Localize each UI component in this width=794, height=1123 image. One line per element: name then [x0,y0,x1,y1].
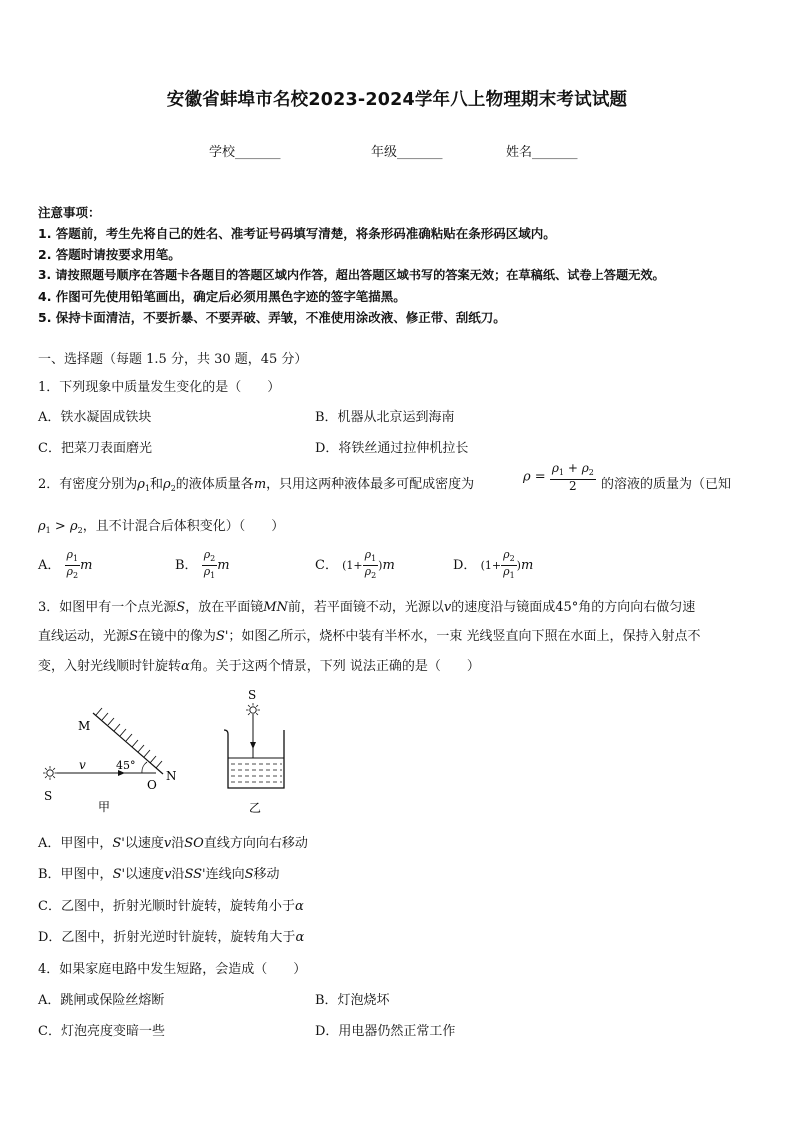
q2-condition: $\rho_1 > \rho_2$，且不计混合后体积变化）（ ） [38,519,285,535]
q3-option-d: D．乙图中，折射光逆时针旋转，旋转角大于α [38,930,305,945]
q3-stem-line2: 直线运动，光源S在镜中的像为S'；如图乙所示，烧杯中装有半杯水，一束 光线竖直向下照在水面上，保持入射点不 [38,629,701,644]
notice-item: 3. 请按照题号顺序在答题卡各题目的答题区域内作答，超出答题区域书写的答案无效；在草稿纸、试卷上答题无效。 [38,268,665,282]
q2-stem: 2．有密度分别为$\rho_1$和$\rho_2$的液体质量各m，只用这两种液体最多可配成密度为 [38,477,475,493]
q1-option-d: D．将铁丝通过拉伸机拉长 [315,441,469,456]
notice-item: 4. 作图可先使用铅笔画出，确定后必须用黑色字迹的签字笔描黑。 [38,289,406,304]
q2-density-formula: ρ = $\frac{\rho_1 + \rho_2}{2}$ [523,461,594,493]
q1-option-a: A．铁水凝固成铁块 [38,410,152,425]
notice-item: 2. 答题时请按要求用笔。 [38,247,181,262]
light-source-icon [246,703,260,715]
label-s2: S [248,688,257,702]
arrow-icon [250,742,256,749]
notice-item: 5. 保持卡面清洁，不要折暴、不要弄破、弄皱，不准使用涂改液、修正带、刮纸刀。 [38,310,506,325]
notice-heading: 注意事项： [38,205,101,220]
q3-stem-line3: 变，入射光线顺时针旋转α角。关于这两个情景，下列 说法正确的是（ ） [38,659,480,674]
q4-stem: 4．如果家庭电路中发生短路，会造成（ ） [38,962,307,977]
label-o: O [147,778,157,792]
q3-option-a: A．甲图中，S'以速度v沿SO直线方向向右移动 [38,836,308,851]
school-field: 学校_______ [209,145,281,160]
label-45deg: 45° [116,759,136,772]
grade-field: 年级_______ [371,145,443,160]
name-field: 姓名_______ [506,145,578,160]
q2-option-c: C． (1+ $\frac{\rho_1}{\rho_2}$ )m [315,548,395,580]
notice-item: 1. 答题前，考生先将自己的姓名、准考证号码填写清楚，将条形码准确粘贴在条形码区域内。 [38,226,556,241]
label-m: M [78,719,91,733]
label-v: v [79,758,86,772]
beaker [224,730,284,788]
q3-option-c: C．乙图中，折射光顺时针旋转，旋转角小于α [38,899,304,914]
q3-option-b: B．甲图中，S'以速度v沿SS'连线向S移动 [38,867,280,882]
q4-option-d: D．用电器仍然正常工作 [315,1024,456,1039]
section-heading: 一、选择题（每题 1.5 分，共 30 题，45 分） [38,352,308,367]
q4-option-c: C．灯泡亮度变暗一些 [38,1024,165,1039]
q4-option-b: B．灯泡烧坏 [315,993,390,1008]
q1-option-b: B．机器从北京运到海南 [315,410,455,425]
label-s: S [44,789,53,803]
q3-figures [30,684,330,818]
q2-stem-cont: 的溶液的质量为（已知 [601,477,732,492]
q2-option-b: B． $\frac{\rho_2}{\rho_1}$ m [175,548,230,580]
label-yi: 乙 [249,801,262,815]
angle-arc [142,762,147,773]
light-source-icon [43,766,57,780]
q2-option-d: D． (1+ $\frac{\rho_2}{\rho_1}$ )m [453,548,534,580]
q3-stem-line1: 3．如图甲有一个点光源S，放在平面镜MN前，若平面镜不动，光源以v的速度沿与镜面成45°角的方向向右做匀速 [38,600,696,615]
label-n: N [166,769,177,783]
page-title: 安徽省蚌埠市名校2023-2024学年八上物理期末考试试题 [166,90,628,110]
q1-option-c: C．把菜刀表面磨光 [38,441,152,456]
label-jia: 甲 [98,800,111,814]
q4-option-a: A．跳闸或保险丝熔断 [38,993,165,1008]
q1-stem: 1．下列现象中质量发生变化的是（ ） [38,380,281,395]
q2-option-a: A． $\frac{\rho_1}{\rho_2}$ m [38,548,93,580]
